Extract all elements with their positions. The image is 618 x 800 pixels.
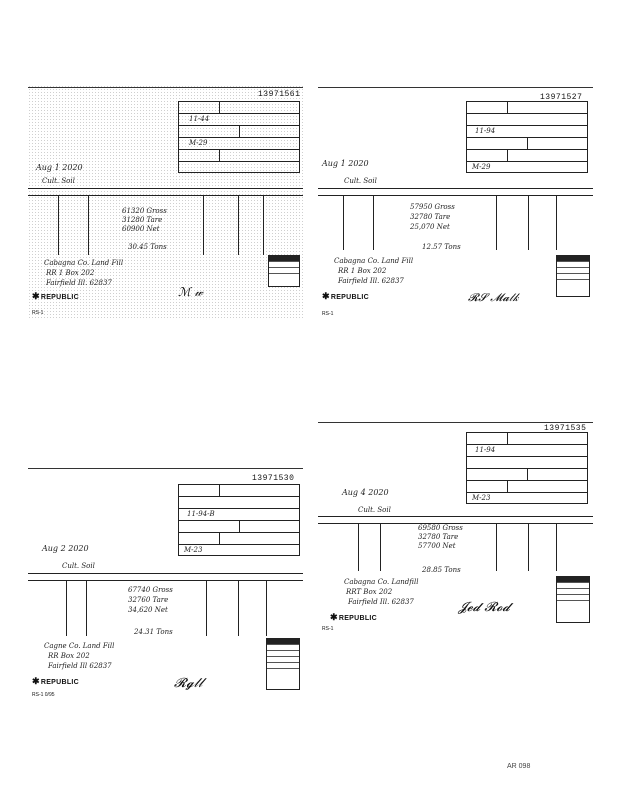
company-logo: ✱REPUBLIC [32, 291, 80, 301]
column-divider [496, 195, 497, 250]
gross-weight: 61320 Gross [122, 207, 167, 215]
ticket-date: Aug 1 2020 [322, 159, 369, 168]
gross-weight: 57950 Gross [410, 203, 455, 211]
tons: 12.57 Tons [422, 243, 461, 251]
ticket-1 [28, 85, 303, 320]
company-logo: ✱REPUBLIC [330, 612, 378, 622]
truck-id: M-23 [184, 546, 203, 554]
column-divider [238, 580, 239, 636]
column-divider [528, 195, 529, 250]
tare-weight: 32780 Tare [410, 213, 451, 221]
signature: 𝓙𝓮𝓭 𝓡𝓸𝓭 [458, 600, 511, 615]
address-line-2: RR 1 Box 202 [338, 267, 387, 275]
net-weight: 60900 Net [122, 225, 160, 233]
footer-code: RS-1 [322, 311, 334, 317]
ticket-date: Aug 1 2020 [36, 163, 83, 172]
address-line-1: Cagne Co. Land Fill [44, 642, 115, 650]
status-box [268, 255, 300, 287]
column-divider [86, 580, 87, 636]
gross-weight: 67740 Gross [128, 586, 173, 594]
ticket-top-line [28, 87, 303, 88]
address-line-3: Fairfield Ill. 62837 [348, 598, 414, 606]
column-divider [380, 523, 381, 571]
gross-weight: 69580 Gross [418, 524, 463, 532]
footer-code: RS-1 [32, 310, 44, 316]
ticket-date: Aug 2 2020 [42, 544, 89, 553]
ticket-number: 13971561 [258, 90, 301, 99]
ticket-2 [318, 85, 593, 320]
ticket-top-line [28, 468, 303, 469]
address-line-2: RR 1 Box 202 [46, 269, 95, 277]
column-divider [556, 195, 557, 250]
job-description: Cult. Soil [344, 177, 377, 185]
status-box [556, 255, 590, 297]
column-divider [238, 195, 239, 255]
net-weight: 34,620 Net [128, 606, 168, 614]
address-line-3: Fairfield Ill. 62837 [46, 279, 112, 287]
column-divider [528, 523, 529, 571]
column-divider [66, 580, 67, 636]
net-weight: 57700 Net [418, 542, 456, 550]
status-box [266, 638, 300, 690]
footer-code: RS-1 [322, 626, 334, 632]
tare-weight: 32760 Tare [128, 596, 169, 604]
ticket-number: 13971527 [540, 93, 583, 102]
address-line-3: Fairfield Ill 62837 [48, 662, 112, 670]
address-line-2: RRT Box 202 [346, 588, 393, 596]
column-divider [496, 523, 497, 571]
truck-id: M-29 [189, 139, 208, 147]
job-description: Cult. Soil [42, 177, 75, 185]
column-divider [266, 580, 267, 636]
address-line-1: Cabagna Co. Land Fill [334, 257, 414, 265]
column-divider [343, 195, 344, 250]
tare-weight: 31280 Tare [122, 216, 163, 224]
column-divider [263, 195, 264, 255]
star-logo-icon: ✱ [330, 612, 338, 622]
ticket-header-grid [466, 101, 588, 173]
ticket-number: 13971535 [544, 424, 587, 433]
haul-number: 11-94 [475, 127, 496, 135]
footer-code: RS-1 0/95 [32, 692, 55, 698]
haul-number: 11-44 [189, 115, 210, 123]
ticket-top-line [318, 422, 593, 423]
net-weight: 25,070 Net [410, 223, 450, 231]
ticket-header-band [318, 516, 593, 524]
tons: 24.31 Tons [134, 628, 173, 636]
tons: 30.45 Tons [128, 243, 167, 251]
signature: ℳ 𝓌 [178, 285, 203, 299]
haul-number: 11-94-B [187, 510, 215, 518]
address-line-1: Cabagna Co. Land Fill [44, 259, 124, 267]
address-line-2: RR Box 202 [48, 652, 90, 660]
column-divider [206, 580, 207, 636]
ticket-top-line [318, 87, 593, 88]
job-description: Cult. Soil [358, 506, 391, 514]
address-line-3: Fairfield Ill. 62837 [338, 277, 404, 285]
column-divider [358, 523, 359, 571]
ticket-4 [318, 420, 593, 635]
ticket-number: 13971530 [252, 474, 295, 483]
job-description: Cult. Soil [62, 562, 95, 570]
ticket-header-grid [466, 432, 588, 504]
star-logo-icon: ✱ [32, 676, 40, 686]
status-box [556, 576, 590, 623]
ticket-date: Aug 4 2020 [342, 488, 389, 497]
ticket-header-band [318, 188, 593, 196]
company-logo: ✱REPUBLIC [32, 676, 80, 686]
signature: 𝓡𝓢 𝓜𝓪𝓁𝓀 [468, 291, 519, 304]
column-divider [373, 195, 374, 250]
truck-id: M-29 [472, 163, 491, 171]
ticket-header-band [28, 188, 303, 196]
star-logo-icon: ✱ [32, 291, 40, 301]
ticket-header-grid [178, 101, 300, 173]
ticket-header-grid [178, 484, 300, 556]
column-divider [58, 195, 59, 255]
truck-id: M-23 [472, 494, 491, 502]
tare-weight: 32780 Tare [418, 533, 459, 541]
ticket-header-band [28, 573, 303, 581]
ticket-3 [28, 466, 303, 701]
haul-number: 11-94 [475, 446, 496, 454]
company-logo: ✱REPUBLIC [322, 291, 370, 301]
address-line-1: Cabagna Co. Landfill [344, 578, 419, 586]
page-code: AR 098 [507, 763, 531, 770]
star-logo-icon: ✱ [322, 291, 330, 301]
signature: 𝓡𝓰𝓁𝓁 [174, 676, 203, 691]
column-divider [556, 523, 557, 571]
column-divider [203, 195, 204, 255]
tons: 28.85 Tons [422, 566, 461, 574]
column-divider [88, 195, 89, 255]
